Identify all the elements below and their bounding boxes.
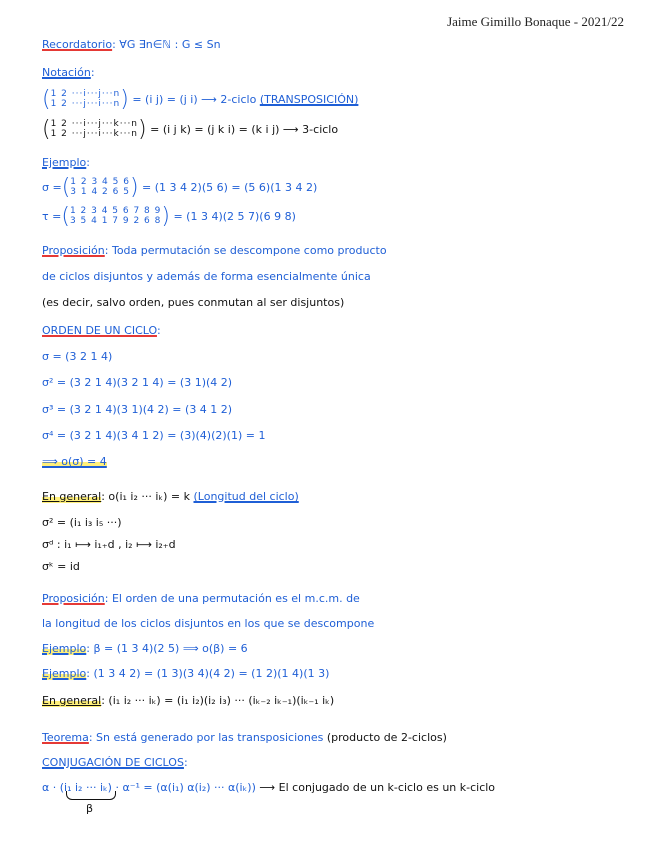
document-header: Jaime Gimillo Bonaque - 2021/22 xyxy=(447,14,624,29)
proposicion2-label: Proposición xyxy=(42,592,105,605)
conjugacion-heading: CONJUGACIÓN DE CICLOS: xyxy=(42,756,188,769)
ejemplo1-label: Ejemplo xyxy=(42,156,87,169)
underbrace-label: β xyxy=(86,802,94,815)
underbrace xyxy=(66,791,116,800)
proposicion2-line2: la longitud de los ciclos disjuntos en los que se descompone xyxy=(42,617,375,630)
ejemplo2-line: Ejemplo: β = (1 3 4)(2 5) ⟹ o(β) = 6 xyxy=(42,642,248,655)
proposicion1-line2: de ciclos disjuntos y además de forma esencialmente única xyxy=(42,270,371,283)
sigma-top-row: 1 2 3 4 5 6 xyxy=(70,177,130,188)
recordatorio-label: Recordatorio xyxy=(42,38,113,51)
general1-line: En general: o(i₁ i₂ ··· iₖ) = k (Longitud del ciclo) xyxy=(42,490,299,503)
teorema-line: Teorema: Sn está generado por las transposiciones (producto de 2-ciclos) xyxy=(42,731,447,744)
notacion-m2-rest: = (i j k) = (j k i) = (k i j) ⟶ 3-ciclo xyxy=(146,122,339,136)
orden-line-2: σ² = (3 2 1 4)(3 2 1 4) = (3 1)(4 2) xyxy=(42,376,233,389)
tau-decomposition: = (1 3 4)(2 5 7)(6 9 8) xyxy=(173,209,296,223)
orden-line-5: ⟹ o(σ) = 4 xyxy=(42,455,107,468)
tau-bottom-row: 3 5 4 1 7 9 2 6 8 xyxy=(69,215,162,226)
conjugacion-formula: α · (i₁ i₂ ··· iₖ) · α⁻¹ = (α(i₁) α(i₂) ··· α(iₖ)) xyxy=(42,781,256,794)
notacion-m1-tag: (TRANSPOSICIÓN) xyxy=(259,92,359,106)
conjugacion-conclusion: ⟶ El conjugado de un k-ciclo es un k-ciclo xyxy=(259,781,496,794)
ejemplo2-label: Ejemplo xyxy=(42,642,87,655)
ejemplo3-line: Ejemplo: (1 3 4 2) = (1 3)(3 4)(4 2) = (1 2)(1 4)(1 3) xyxy=(42,667,330,680)
conjugacion-label: CONJUGACIÓN DE CICLOS xyxy=(42,756,184,769)
notacion-m1-bottom: 1 2 ···j···i···n xyxy=(50,98,121,109)
ejemplo1-heading: Ejemplo: xyxy=(42,156,90,169)
recordatorio-text: : ∀G ∃n∈ℕ : G ≤ Sn xyxy=(112,38,221,51)
notacion-m2-bottom: 1 2 ···j···i···k···n xyxy=(50,128,139,139)
sigma-decomposition: = (1 3 4 2)(5 6) = (5 6)(1 3 4 2) xyxy=(142,180,318,194)
notacion-m1-rest: = (i j) = (j i) ⟶ 2-ciclo xyxy=(128,92,257,106)
proposicion1-label: Proposición xyxy=(42,244,105,257)
proposicion1-line1: Proposición: Toda permutación se descompone como producto xyxy=(42,244,387,257)
notacion-matrix-2: (1 2 ···i···j···k···n 1 2 ···j···i···k···n) = (i j k) = (j k i) = (k i j) ⟶ 3-ciclo xyxy=(42,117,339,142)
orden-line-3: σ³ = (3 2 1 4)(3 1)(4 2) = (3 4 1 2) xyxy=(42,403,233,416)
general2-label: En general xyxy=(42,694,102,707)
tau-top-row: 1 2 3 4 5 6 7 8 9 xyxy=(69,206,162,217)
orden-line-4: σ⁴ = (3 2 1 4)(3 4 1 2) = (3)(4)(2)(1) = 1 xyxy=(42,429,266,442)
sigma-bottom-row: 3 1 4 2 6 5 xyxy=(70,186,130,197)
notacion-m2-top: 1 2 ···i···j···k···n xyxy=(50,119,139,130)
proposicion2-line1: Proposición: El orden de una permutación es el m.c.m. de xyxy=(42,592,360,605)
orden-label: ORDEN DE UN CICLO xyxy=(42,324,157,337)
general1-l3: σᵏ = id xyxy=(42,560,80,573)
orden-heading: ORDEN DE UN CICLO: xyxy=(42,324,161,337)
notacion-matrix-1: (1 2 ···i···j···n 1 2 ···j···i···n) = (i j) = (j i) ⟶ 2-ciclo (TRANSPOSICIÓN) xyxy=(42,87,359,112)
general1-tag: (Longitud del ciclo) xyxy=(193,490,299,503)
general1-l1: σ² = (i₁ i₃ i₅ ···) xyxy=(42,516,122,529)
general1-l2: σᵈ : i₁ ⟼ i₁₊d , i₂ ⟼ i₂₊d xyxy=(42,538,176,551)
proposicion1-line3: (es decir, salvo orden, pues conmutan al ser disjuntos) xyxy=(42,296,345,309)
general1-label: En general xyxy=(42,490,102,503)
teorema-label: Teorema xyxy=(42,731,89,744)
notacion-m1-top: 1 2 ···i···j···n xyxy=(50,89,121,100)
ejemplo1-tau: τ =(1 2 3 4 5 6 7 8 9 3 5 4 1 7 9 2 6 8) = (1 3 4)(2 5 7)(6 9 8) xyxy=(42,204,296,229)
notacion-label: Notación xyxy=(42,66,91,79)
ejemplo3-label: Ejemplo xyxy=(42,667,87,680)
ejemplo1-sigma: σ =(1 2 3 4 5 6 3 1 4 2 6 5) = (1 3 4 2)(5 6) = (5 6)(1 3 4 2) xyxy=(42,175,318,200)
recordatorio-line xyxy=(42,38,221,52)
orden-line-1: σ = (3 2 1 4) xyxy=(42,350,113,363)
general2-line: En general: (i₁ i₂ ··· iₖ) = (i₁ i₂)(i₂ i₃) ··· (iₖ₋₂ iₖ₋₁)(iₖ₋₁ iₖ) xyxy=(42,694,335,707)
notacion-heading: Notación: xyxy=(42,66,95,79)
teorema-tag: (producto de 2-ciclos) xyxy=(326,731,447,744)
